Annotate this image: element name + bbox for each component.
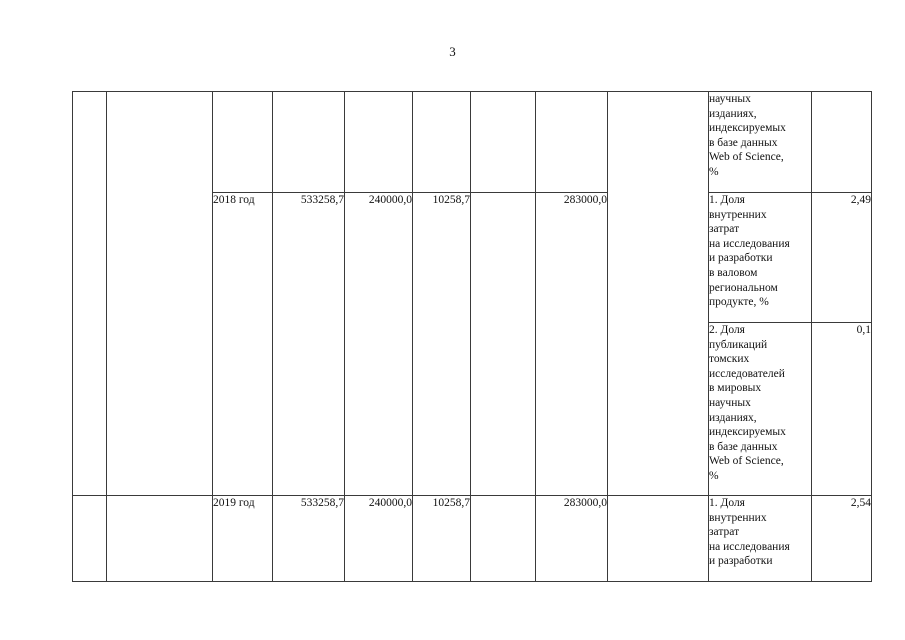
cell-year: 2018 год bbox=[213, 193, 273, 496]
cell-index bbox=[73, 92, 107, 496]
cell-index bbox=[73, 496, 107, 582]
cell-col4 bbox=[471, 193, 536, 496]
indicator-text: 1. Доля внутренних затрат на исследования и разработки bbox=[709, 497, 790, 568]
indicator-text: 1. Доля внутренних затрат на исследования и разработки в валовом региональном продукте, % bbox=[709, 194, 790, 309]
cell-col2: 240000,0 bbox=[345, 193, 413, 496]
table-row bbox=[73, 496, 872, 582]
cell-col2: 240000,0 bbox=[345, 496, 413, 582]
cell-col5: 283000,0 bbox=[536, 193, 608, 496]
cell-indicator bbox=[709, 193, 812, 323]
cell-total: 533258,7 bbox=[273, 193, 345, 496]
cell-col3: 10258,7 bbox=[413, 193, 471, 496]
cell-col4 bbox=[471, 496, 536, 582]
cell-col5 bbox=[536, 92, 608, 193]
indicator-text: 2. Доля публикаций томских исследователей в мировых научных изданиях, индексируемых в базе данных Web of Science, % bbox=[709, 324, 786, 482]
cell-name bbox=[107, 92, 213, 496]
cell-name bbox=[107, 496, 213, 582]
indicator-text: научных изданиях, индексируемых в базе данных Web of Science, % bbox=[709, 93, 786, 178]
table-row bbox=[73, 92, 872, 193]
cell-col3 bbox=[413, 92, 471, 193]
cell-value: 2,49 bbox=[812, 193, 872, 323]
cell-col4 bbox=[471, 92, 536, 193]
cell-value: 0,1 bbox=[812, 323, 872, 496]
cell-value: 2,54 bbox=[812, 496, 872, 582]
cell-indicator bbox=[709, 92, 812, 193]
cell-total: 533258,7 bbox=[273, 496, 345, 582]
cell-year: 2019 год bbox=[213, 496, 273, 582]
cell-value bbox=[812, 92, 872, 193]
cell-indicator bbox=[709, 496, 812, 582]
page-number: 3 bbox=[449, 44, 456, 59]
cell-total bbox=[273, 92, 345, 193]
cell-target bbox=[608, 92, 709, 496]
budget-indicators-table bbox=[72, 91, 872, 582]
cell-col2 bbox=[345, 92, 413, 193]
cell-col3: 10258,7 bbox=[413, 496, 471, 582]
cell-indicator bbox=[709, 323, 812, 496]
cell-year bbox=[213, 92, 273, 193]
cell-target bbox=[608, 496, 709, 582]
cell-col5: 283000,0 bbox=[536, 496, 608, 582]
